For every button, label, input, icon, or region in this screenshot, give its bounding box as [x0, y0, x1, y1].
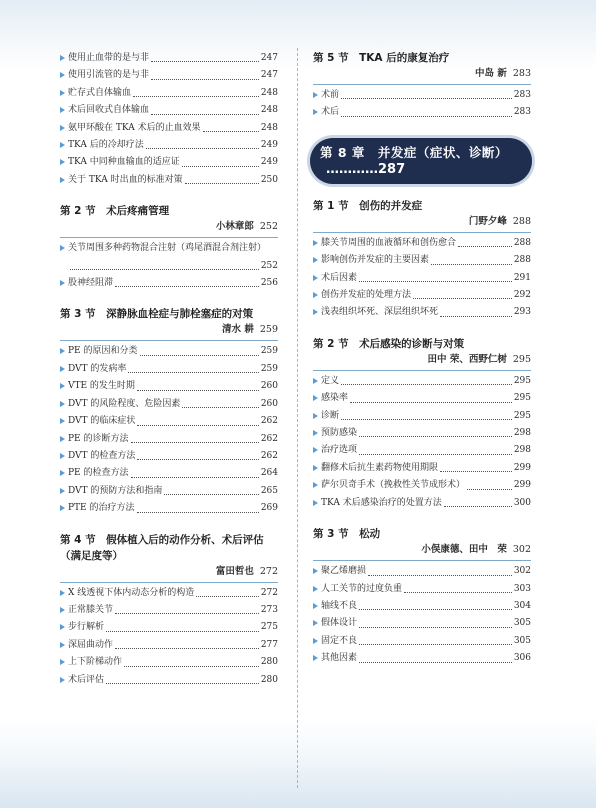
toc-entry[interactable]	[60, 483, 278, 500]
section-author: 中岛 新	[475, 68, 507, 79]
toc-entry-title: 术前	[321, 90, 340, 100]
section-rule	[60, 237, 278, 238]
toc-entry[interactable]	[313, 87, 531, 104]
section-heading	[60, 532, 278, 583]
toc-entry-title: 术后因素	[321, 272, 358, 283]
toc-entry-page: 269	[260, 503, 278, 514]
bullet-triangle-icon	[60, 107, 65, 113]
toc-entry[interactable]	[60, 137, 278, 154]
toc-entry-title: TKA 后的冷却疗法	[68, 140, 144, 151]
toc-entry[interactable]	[313, 425, 531, 442]
section-rule	[60, 340, 278, 341]
toc-entry-page: 252	[260, 260, 278, 271]
toc-entry-page: 259	[260, 346, 278, 357]
toc-entry-title: 浅表组织坏死、深层组织坏死	[321, 307, 439, 318]
section-heading	[313, 198, 531, 233]
leader-dots	[359, 627, 512, 628]
section-rule	[313, 84, 531, 85]
toc-entry-title: 贮存式自体输血	[68, 87, 132, 98]
leader-dots	[458, 246, 512, 247]
toc-entry-page: 262	[260, 416, 278, 427]
leader-dots	[404, 592, 512, 593]
toc-entry-title: 氨甲环酸在 TKA 术后的止血效果	[68, 122, 201, 133]
toc-entry[interactable]	[313, 460, 531, 477]
leader-dots	[182, 166, 259, 167]
toc-entry-title: PTE 的治疗方法	[68, 503, 135, 514]
toc-entry-page: 272	[260, 587, 278, 598]
section-heading	[313, 50, 531, 85]
toc-entry-list	[313, 87, 531, 122]
toc-entry[interactable]	[60, 637, 278, 654]
toc-entry-title: 假体设计	[321, 618, 358, 629]
toc-entry-page: 288	[513, 255, 531, 266]
toc-entry-page: 295	[513, 393, 531, 404]
section-page: 288	[512, 215, 531, 227]
bullet-triangle-icon	[60, 177, 65, 183]
leader-dots	[440, 316, 512, 317]
toc-entry-title: 创伤并发症的处理方法	[321, 290, 412, 301]
leader-dots	[341, 419, 512, 420]
toc-entry-page: 292	[513, 290, 531, 301]
toc-entry-page: 249	[260, 157, 278, 168]
bullet-triangle-icon	[60, 659, 65, 665]
toc-entry-page: 259	[260, 363, 278, 374]
toc-entry-page: 280	[260, 657, 278, 668]
bullet-triangle-icon	[60, 280, 65, 286]
toc-entry-page: 300	[513, 497, 531, 508]
leader-dots	[203, 131, 259, 132]
leader-dots	[106, 683, 259, 684]
toc-entry[interactable]	[60, 500, 278, 517]
toc-entry[interactable]	[313, 495, 531, 512]
bullet-triangle-icon	[313, 240, 318, 246]
toc-entry-page: 264	[260, 468, 278, 479]
leader-dots	[124, 666, 259, 667]
leader-dots	[444, 506, 512, 507]
leader-dots	[467, 489, 512, 490]
toc-entry[interactable]	[313, 633, 531, 650]
toc-entry-title: PE 的原因和分类	[68, 346, 138, 357]
leader-dots	[151, 79, 259, 80]
toc-entry[interactable]	[60, 396, 278, 413]
bullet-triangle-icon	[60, 488, 65, 494]
toc-entry-page: 288	[513, 237, 531, 248]
toc-entry-page: 265	[260, 485, 278, 496]
toc-entry-page: 298	[513, 445, 531, 456]
toc-entry-title: 固定不良	[321, 635, 358, 646]
leader-dots	[128, 372, 258, 373]
section-page: 259	[259, 324, 278, 336]
leader-dots	[341, 116, 512, 117]
chapter-title: 第 8 章 并发症（症状、诊断）	[320, 144, 508, 160]
toc-entry-title: VTE 的发生时期	[68, 381, 135, 392]
chapter-banner[interactable]	[310, 138, 532, 184]
section-author: 门野夕峰	[468, 215, 507, 227]
bullet-triangle-icon	[60, 590, 65, 596]
toc-entry[interactable]	[60, 378, 278, 395]
bullet-triangle-icon	[313, 620, 318, 626]
leader-dots	[196, 596, 259, 597]
bullet-triangle-icon	[60, 677, 65, 683]
leader-dots	[115, 613, 259, 614]
toc-entry-title: 轴线不良	[321, 600, 358, 611]
leader-dots	[151, 61, 259, 62]
toc-entry-title: 深屈曲动作	[68, 639, 114, 650]
toc-entry[interactable]	[313, 104, 531, 121]
toc-entry-page: 280	[260, 674, 278, 685]
toc-entry-title: 其他因素	[321, 653, 358, 664]
toc-entry-title: 定义	[321, 375, 340, 386]
bullet-triangle-icon	[60, 470, 65, 476]
bullet-triangle-icon	[60, 383, 65, 389]
toc-entry[interactable]	[60, 585, 278, 602]
section-rule	[60, 582, 278, 583]
leader-dots	[431, 264, 512, 265]
toc-entry-page: 291	[513, 272, 531, 283]
bullet-triangle-icon	[313, 292, 318, 298]
toc-entry-page: 250	[260, 174, 278, 185]
toc-entry-page: 260	[260, 381, 278, 392]
leader-dots	[151, 114, 259, 115]
section-page: 283	[512, 68, 531, 79]
toc-entry-title: 术后评估	[68, 674, 105, 685]
toc-entry-title: 使用引流管的是与非	[68, 70, 150, 81]
leader-dots	[359, 609, 512, 610]
leader-dots	[368, 575, 512, 576]
toc-entry[interactable]	[313, 235, 531, 252]
section-author-line	[60, 564, 278, 579]
bullet-triangle-icon	[313, 500, 318, 506]
toc-entry[interactable]	[60, 619, 278, 636]
bullet-triangle-icon	[313, 109, 318, 115]
toc-entry[interactable]	[313, 581, 531, 598]
bullet-triangle-icon	[60, 245, 65, 251]
toc-entry[interactable]	[60, 602, 278, 619]
bullet-triangle-icon	[313, 447, 318, 453]
toc-entry-page: 248	[260, 105, 278, 116]
toc-entry[interactable]	[60, 50, 278, 67]
toc-entry-title: 正常膝关节	[68, 604, 114, 615]
leader-dots	[164, 494, 258, 495]
right-column	[313, 50, 531, 676]
leader-dots	[359, 644, 512, 645]
toc-entry[interactable]	[60, 102, 278, 119]
leader-dots	[440, 471, 512, 472]
bullet-triangle-icon	[60, 142, 65, 148]
toc-entry[interactable]	[60, 448, 278, 465]
leader-dots	[137, 425, 258, 426]
bullet-triangle-icon	[313, 430, 318, 436]
leader-dots	[359, 281, 512, 282]
toc-entry-title: DVT 的临床症状	[68, 416, 136, 427]
toc-entry-title: 诊断	[321, 410, 340, 421]
toc-entry-list	[60, 240, 278, 292]
toc-entry-page: 295	[513, 410, 531, 421]
toc-entry[interactable]	[313, 270, 531, 287]
toc-entry-list	[60, 585, 278, 689]
bullet-triangle-icon	[60, 90, 65, 96]
leader-dots	[115, 286, 259, 287]
toc-entry-title: 影响创伤并发症的主要因素	[321, 255, 430, 266]
toc-entry-title: 上下阶梯动作	[68, 657, 123, 668]
leader-dots	[137, 512, 259, 513]
bullet-triangle-icon	[60, 401, 65, 407]
toc-entry[interactable]	[60, 343, 278, 360]
toc-entry[interactable]	[60, 275, 278, 292]
toc-entry-page: 260	[260, 398, 278, 409]
toc-entry[interactable]	[60, 465, 278, 482]
leader-dots	[115, 648, 259, 649]
section-heading	[60, 203, 278, 238]
bullet-triangle-icon	[60, 159, 65, 165]
section-heading	[313, 526, 531, 561]
leader-dots	[182, 407, 258, 408]
section-author: 富田哲也	[215, 565, 254, 577]
bullet-triangle-icon	[313, 655, 318, 661]
toc-entry-page: 277	[260, 639, 278, 650]
bullet-triangle-icon	[60, 453, 65, 459]
toc-entry-title: DVT 的发病率	[68, 363, 127, 374]
leader-dots	[140, 355, 259, 356]
toc-entry-page: 304	[513, 600, 531, 611]
toc-entry-list	[60, 343, 278, 517]
section-heading	[60, 306, 278, 341]
leader-dots	[359, 662, 512, 663]
column-divider	[297, 48, 298, 788]
toc-entry-title: 关于 TKA 时出血的标准对策	[68, 174, 183, 185]
bullet-triangle-icon	[313, 309, 318, 315]
toc-entry-title: 萨尔贝奇手术（挽救性关节成形术）	[321, 480, 466, 491]
bullet-triangle-icon	[60, 72, 65, 78]
toc-entry-page: 273	[260, 604, 278, 615]
leader-dots	[137, 459, 258, 460]
toc-entry-page: 299	[513, 480, 531, 491]
toc-entry[interactable]	[313, 373, 531, 390]
toc-entry-title: 股神经阻滞	[68, 278, 114, 289]
leader-dots	[359, 454, 512, 455]
toc-entry[interactable]	[60, 154, 278, 171]
toc-entry[interactable]	[60, 240, 278, 275]
bullet-triangle-icon	[313, 568, 318, 574]
toc-entry-title: 聚乙烯磨损	[321, 566, 367, 577]
toc-entry-title: 感染率	[321, 393, 349, 404]
toc-entry-title: 使用止血带的是与非	[68, 53, 150, 63]
toc-entry-page: 295	[513, 375, 531, 386]
section-title[interactable]: 第 5 节 TKA 后的康复治疗	[313, 52, 450, 64]
leader-dots	[185, 183, 259, 184]
toc-entry-title: 术后回收式自体输血	[68, 105, 150, 116]
bullet-triangle-icon	[60, 125, 65, 131]
toc-entry[interactable]	[313, 477, 531, 494]
section-author: 小林章郎	[215, 221, 254, 233]
section-rule	[313, 370, 531, 371]
toc-entry-title: 术后	[321, 107, 340, 118]
bullet-triangle-icon	[60, 55, 65, 61]
toc-entry-page: 256	[260, 278, 278, 289]
toc-entry-page: 306	[513, 653, 531, 664]
bullet-triangle-icon	[60, 607, 65, 613]
leader-dots	[413, 298, 512, 299]
bullet-triangle-icon	[60, 624, 65, 630]
section-author-line	[313, 352, 531, 367]
bottom-gradient	[0, 718, 596, 808]
leader-dots	[341, 384, 512, 385]
bullet-triangle-icon	[60, 366, 65, 372]
section-author: 小俣康德、田中 荣	[421, 544, 507, 556]
section-rule	[313, 560, 531, 561]
chapter-page: …………287	[326, 161, 406, 177]
bullet-triangle-icon	[313, 257, 318, 263]
toc-entry-page: 305	[513, 635, 531, 646]
leader-dots	[350, 402, 512, 403]
bullet-triangle-icon	[60, 348, 65, 354]
toc-entry-page: 262	[260, 450, 278, 461]
toc-entry[interactable]	[313, 252, 531, 269]
toc-entry[interactable]	[313, 563, 531, 580]
section-author: 田中 荣、西野仁树	[427, 353, 507, 365]
section-rule	[313, 232, 531, 233]
toc-entry-list	[60, 50, 278, 189]
toc-entry-title: PE 的诊断方法	[68, 433, 129, 444]
toc-entry-title: X 线透视下体内动态分析的构造	[68, 587, 195, 598]
toc-entry[interactable]	[313, 442, 531, 459]
toc-entry-title: DVT 的检查方法	[68, 450, 136, 461]
leader-dots	[70, 269, 259, 270]
section-title[interactable]: 第 4 节 假体植入后的动作分析、术后评估（满足度等）	[60, 533, 264, 562]
bullet-triangle-icon	[313, 465, 318, 471]
leader-dots	[341, 98, 512, 99]
bullet-triangle-icon	[313, 92, 318, 98]
toc-entry-list	[313, 373, 531, 512]
bullet-triangle-icon	[313, 586, 318, 592]
left-column	[60, 50, 278, 697]
bullet-triangle-icon	[60, 642, 65, 648]
toc-entry[interactable]	[60, 172, 278, 189]
toc-entry[interactable]	[313, 287, 531, 304]
leader-dots	[131, 442, 259, 443]
leader-dots	[131, 477, 259, 478]
toc-entry-page: 248	[260, 122, 278, 133]
toc-entry[interactable]	[60, 672, 278, 689]
section-title[interactable]: 第 2 节 术后疼痛管理	[60, 205, 170, 218]
section-author-line	[60, 219, 278, 234]
leader-dots	[359, 436, 512, 437]
toc-entry-page: 283	[513, 107, 531, 118]
toc-entry-page: 249	[260, 140, 278, 151]
bullet-triangle-icon	[313, 482, 318, 488]
bullet-triangle-icon	[313, 413, 318, 419]
section-heading	[313, 336, 531, 371]
toc-entry[interactable]	[313, 598, 531, 615]
bullet-triangle-icon	[313, 603, 318, 609]
toc-entry-title: PE 的检查方法	[68, 468, 129, 479]
leader-dots	[146, 148, 259, 149]
section-page: 272	[259, 565, 278, 577]
toc-entry[interactable]	[60, 413, 278, 430]
section-page: 302	[512, 544, 531, 556]
toc-entry-list	[313, 235, 531, 322]
toc-entry[interactable]	[313, 390, 531, 407]
bullet-triangle-icon	[60, 436, 65, 442]
bullet-triangle-icon	[60, 505, 65, 511]
section-author-line	[313, 542, 531, 557]
section-author-line	[313, 66, 531, 81]
toc-entry-title: 治疗选项	[321, 445, 358, 456]
toc-entry[interactable]	[60, 361, 278, 378]
toc-entry[interactable]	[313, 304, 531, 321]
toc-entry-title: 膝关节周围的血液循环和创伤愈合	[321, 237, 457, 248]
section-page: 252	[259, 221, 278, 233]
toc-entry-page: 247	[260, 70, 278, 81]
toc-entry-page: 262	[260, 433, 278, 444]
toc-entry-page: 305	[513, 618, 531, 629]
leader-dots	[106, 631, 259, 632]
toc-entry-title: 翻修术后抗生素药物使用期限	[321, 462, 439, 473]
toc-entry-page: 293	[513, 307, 531, 318]
toc-entry-title: DVT 的风险程度、危险因素	[68, 398, 181, 409]
toc-entry-title: 预防感染	[321, 428, 358, 439]
toc-entry-title: DVT 的预防方法和指南	[68, 485, 163, 496]
toc-entry-title: 关节周围多种药物混合注射（鸡尾酒混合剂注射）	[68, 243, 267, 254]
toc-entry-page: 275	[260, 622, 278, 633]
section-title[interactable]: 第 3 节 深静脉血栓症与肺栓塞症的对策	[60, 308, 254, 321]
toc-entry[interactable]	[313, 408, 531, 425]
section-title[interactable]: 第 3 节 松动	[313, 528, 381, 541]
section-title[interactable]: 第 2 节 术后感染的诊断与对策	[313, 337, 465, 350]
section-title[interactable]: 第 1 节 创伤的并发症	[313, 199, 423, 212]
toc-entry[interactable]	[60, 654, 278, 671]
bullet-triangle-icon	[313, 378, 318, 384]
toc-entry[interactable]	[313, 650, 531, 667]
toc-entry[interactable]	[313, 615, 531, 632]
section-page: 295	[512, 353, 531, 365]
bullet-triangle-icon	[313, 638, 318, 644]
toc-entry-page: 298	[513, 428, 531, 439]
toc-entry-page-line	[68, 258, 278, 275]
bullet-triangle-icon	[60, 418, 65, 424]
bullet-triangle-icon	[313, 275, 318, 281]
toc-entry[interactable]	[60, 85, 278, 102]
toc-entry-list	[313, 563, 531, 667]
toc-entry-title: TKA 术后感染治疗的处置方法	[321, 497, 442, 508]
toc-entry-page: 299	[513, 462, 531, 473]
toc-entry-page: 247	[260, 53, 278, 63]
toc-entry[interactable]	[60, 120, 278, 137]
bullet-triangle-icon	[313, 395, 318, 401]
section-author: 清水 耕	[222, 324, 254, 336]
toc-entry-page: 302	[513, 566, 531, 577]
toc-entry-page: 248	[260, 87, 278, 98]
toc-entry[interactable]	[60, 67, 278, 84]
toc-entry-page: 303	[513, 583, 531, 594]
toc-entry-title: 步行解析	[68, 622, 105, 633]
section-author-line	[313, 214, 531, 229]
section-author-line	[60, 322, 278, 337]
leader-dots	[137, 390, 259, 391]
leader-dots	[133, 96, 259, 97]
toc-entry-title: TKA 中同种血输血的适应证	[68, 157, 180, 168]
toc-entry[interactable]	[60, 431, 278, 448]
toc-entry-page: 283	[513, 90, 531, 100]
toc-entry-title: 人工关节的过度负重	[321, 583, 403, 594]
